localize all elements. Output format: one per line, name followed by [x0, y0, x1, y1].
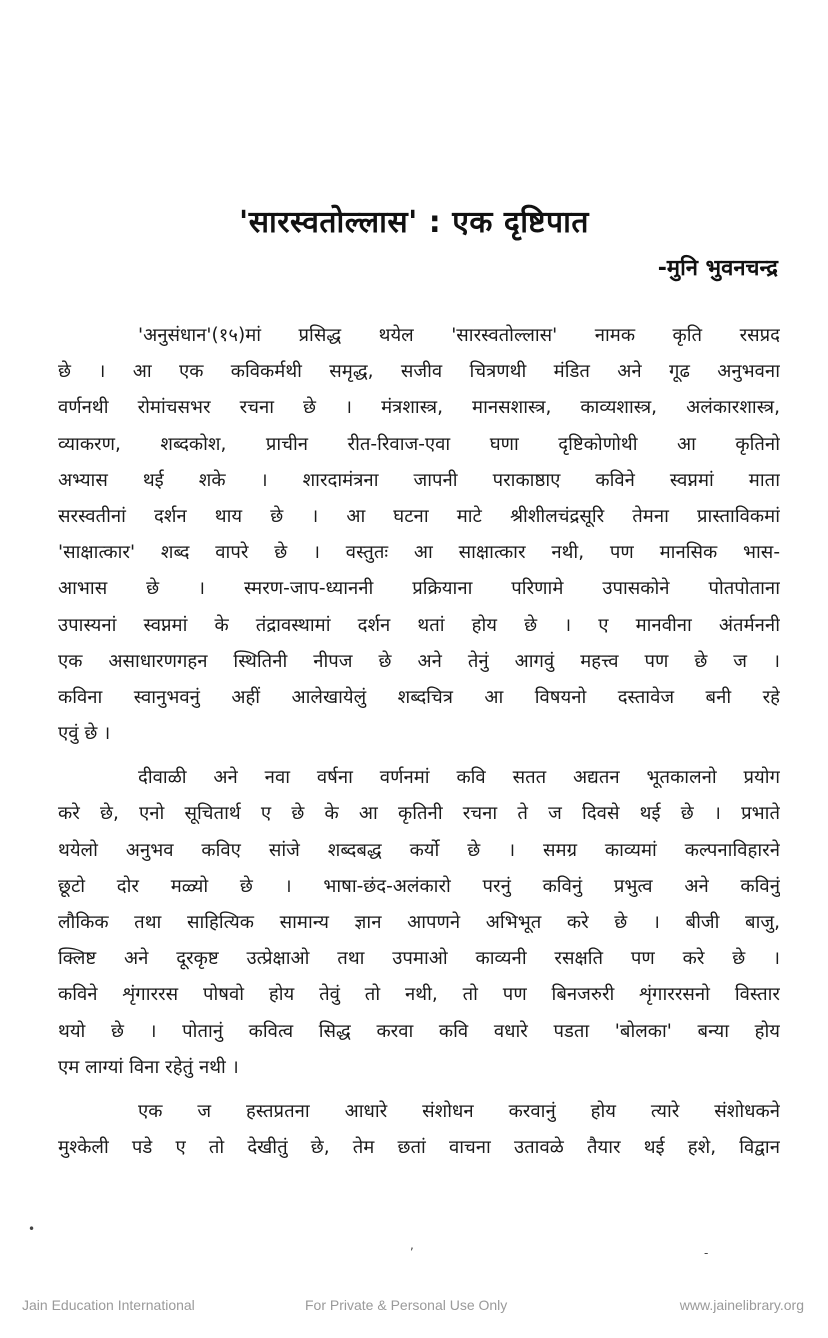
text-line: 'अनुसंधान'(१५)मां प्रसिद्ध थयेल 'सारस्वतोल्लास' नामक कृति रसप्रद — [138, 325, 780, 346]
footer-usage-notice: For Private & Personal Use Only — [305, 1297, 508, 1313]
text-line: अभ्यास थई शके । शारदामंत्रना जापनी पराकाष्ठाए कविने स्वप्नमां माता — [58, 469, 780, 491]
text-line: एक असाधारणगहन स्थितिनी नीपज छे अने तेनुं आगवुं महत्त्व पण छे ज । — [58, 650, 780, 672]
text-line: सरस्वतीनां दर्शन थाय छे । आ घटना माटे श्रीशीलचंद्रसूरि तेमना प्रास्ताविकमां — [58, 505, 780, 527]
scan-speck: - — [704, 1246, 709, 1260]
paragraph-1 — [58, 318, 780, 752]
footer-publisher: Jain Education International — [22, 1297, 195, 1313]
text-line: कविने शृंगाररस पोषवो होय तेवुं तो नथी, तो पण बिनजरुरी शृंगाररसनो विस्तार — [58, 984, 780, 1006]
text-line: दीवाळी अने नवा वर्षना वर्णनमां कवि सतत अद्यतन भूतकालनो प्रयोग — [138, 767, 780, 789]
text-line: मुश्केली पडे ए तो देखीतुं छे, तेम छतां वाचना उतावळे तैयार थई हशे, विद्वान — [58, 1137, 780, 1159]
text-line: करे छे, एनो सूचितार्थ ए छे के आ कृतिनी रचना ते ज दिवसे थई छे । प्रभाते — [58, 803, 780, 825]
text-line: वर्णनथी रोमांचसभर रचना छे । मंत्रशास्त्र, मानसशास्त्र, काव्यशास्त्र, अलंकारशास्त्र, — [58, 397, 780, 419]
text-line: लौकिक तथा साहित्यिक सामान्य ज्ञान आपणने अभिभूत करे छे । बीजी बाजु, — [58, 912, 780, 933]
scan-speck: • — [28, 1222, 36, 1236]
text-line: छे । आ एक कविकर्मथी समृद्ध, सजीव चित्रणथी मंडित अने गूढ अनुभवना — [58, 361, 780, 383]
text-line: आभास छे । स्मरण-जाप-ध्याननी प्रक्रियाना परिणामे उपासकोने पोतपोताना — [58, 578, 780, 600]
text-line: व्याकरण, शब्दकोश, प्राचीन रीत-रिवाज-एवा घणा दृष्टिकोणोथी आ कृतिनो — [58, 433, 780, 455]
text-line: उपास्यनां स्वप्नमां के तंद्रावस्थामां दर्शन थतां होय छे । ए मानवीना अंतर्मननी — [58, 614, 780, 636]
text-line: एवुं छे । — [58, 723, 111, 745]
text-line: कविना स्वानुभवनुं अहीं आलेखायेलुं शब्दचित्र आ विषयनो दस्तावेज बनी रहे — [58, 686, 780, 708]
paragraph-2 — [58, 760, 780, 1086]
document-body — [58, 318, 780, 1166]
footer-website-link[interactable]: www.jainelibrary.org — [679, 1297, 804, 1313]
text-line: छूटो दोर मळ्यो छे । भाषा-छंद-अलंकारो परनुं कविनुं प्रभुत्व अने कविनुं — [58, 875, 780, 897]
text-line: एक ज हस्तप्रतना आधारे संशोधन करवानुं होय त्यारे संशोधकने — [138, 1100, 780, 1122]
scan-speck: , — [410, 1238, 414, 1252]
text-line: क्लिष्ट अने दूरकृष्ट उत्प्रेक्षाओ तथा उपमाओ काव्यनी रसक्षति पण करे छे । — [58, 948, 780, 970]
text-line: एम लाग्यां विना रहेतुं नथी । — [58, 1056, 239, 1078]
text-line: थयेलो अनुभव कविए सांजे शब्दबद्ध कर्यो छे । समग्र काव्यमां कल्पनाविहारने — [58, 839, 780, 861]
text-line: थयो छे । पोतानुं कवित्व सिद्ध करवा कवि वधारे पडता 'बोलका' बन्या होय — [58, 1020, 780, 1042]
paragraph-3 — [58, 1094, 780, 1166]
author-byline: -मुनि भुवनचन्द्र — [657, 256, 778, 281]
document-title: 'सारस्वतोल्लास' : एक दृष्टिपात — [239, 205, 589, 240]
text-line: 'साक्षात्कार' शब्द वापरे छे । वस्तुतः आ साक्षात्कार नथी, पण मानसिक भास- — [58, 542, 780, 564]
